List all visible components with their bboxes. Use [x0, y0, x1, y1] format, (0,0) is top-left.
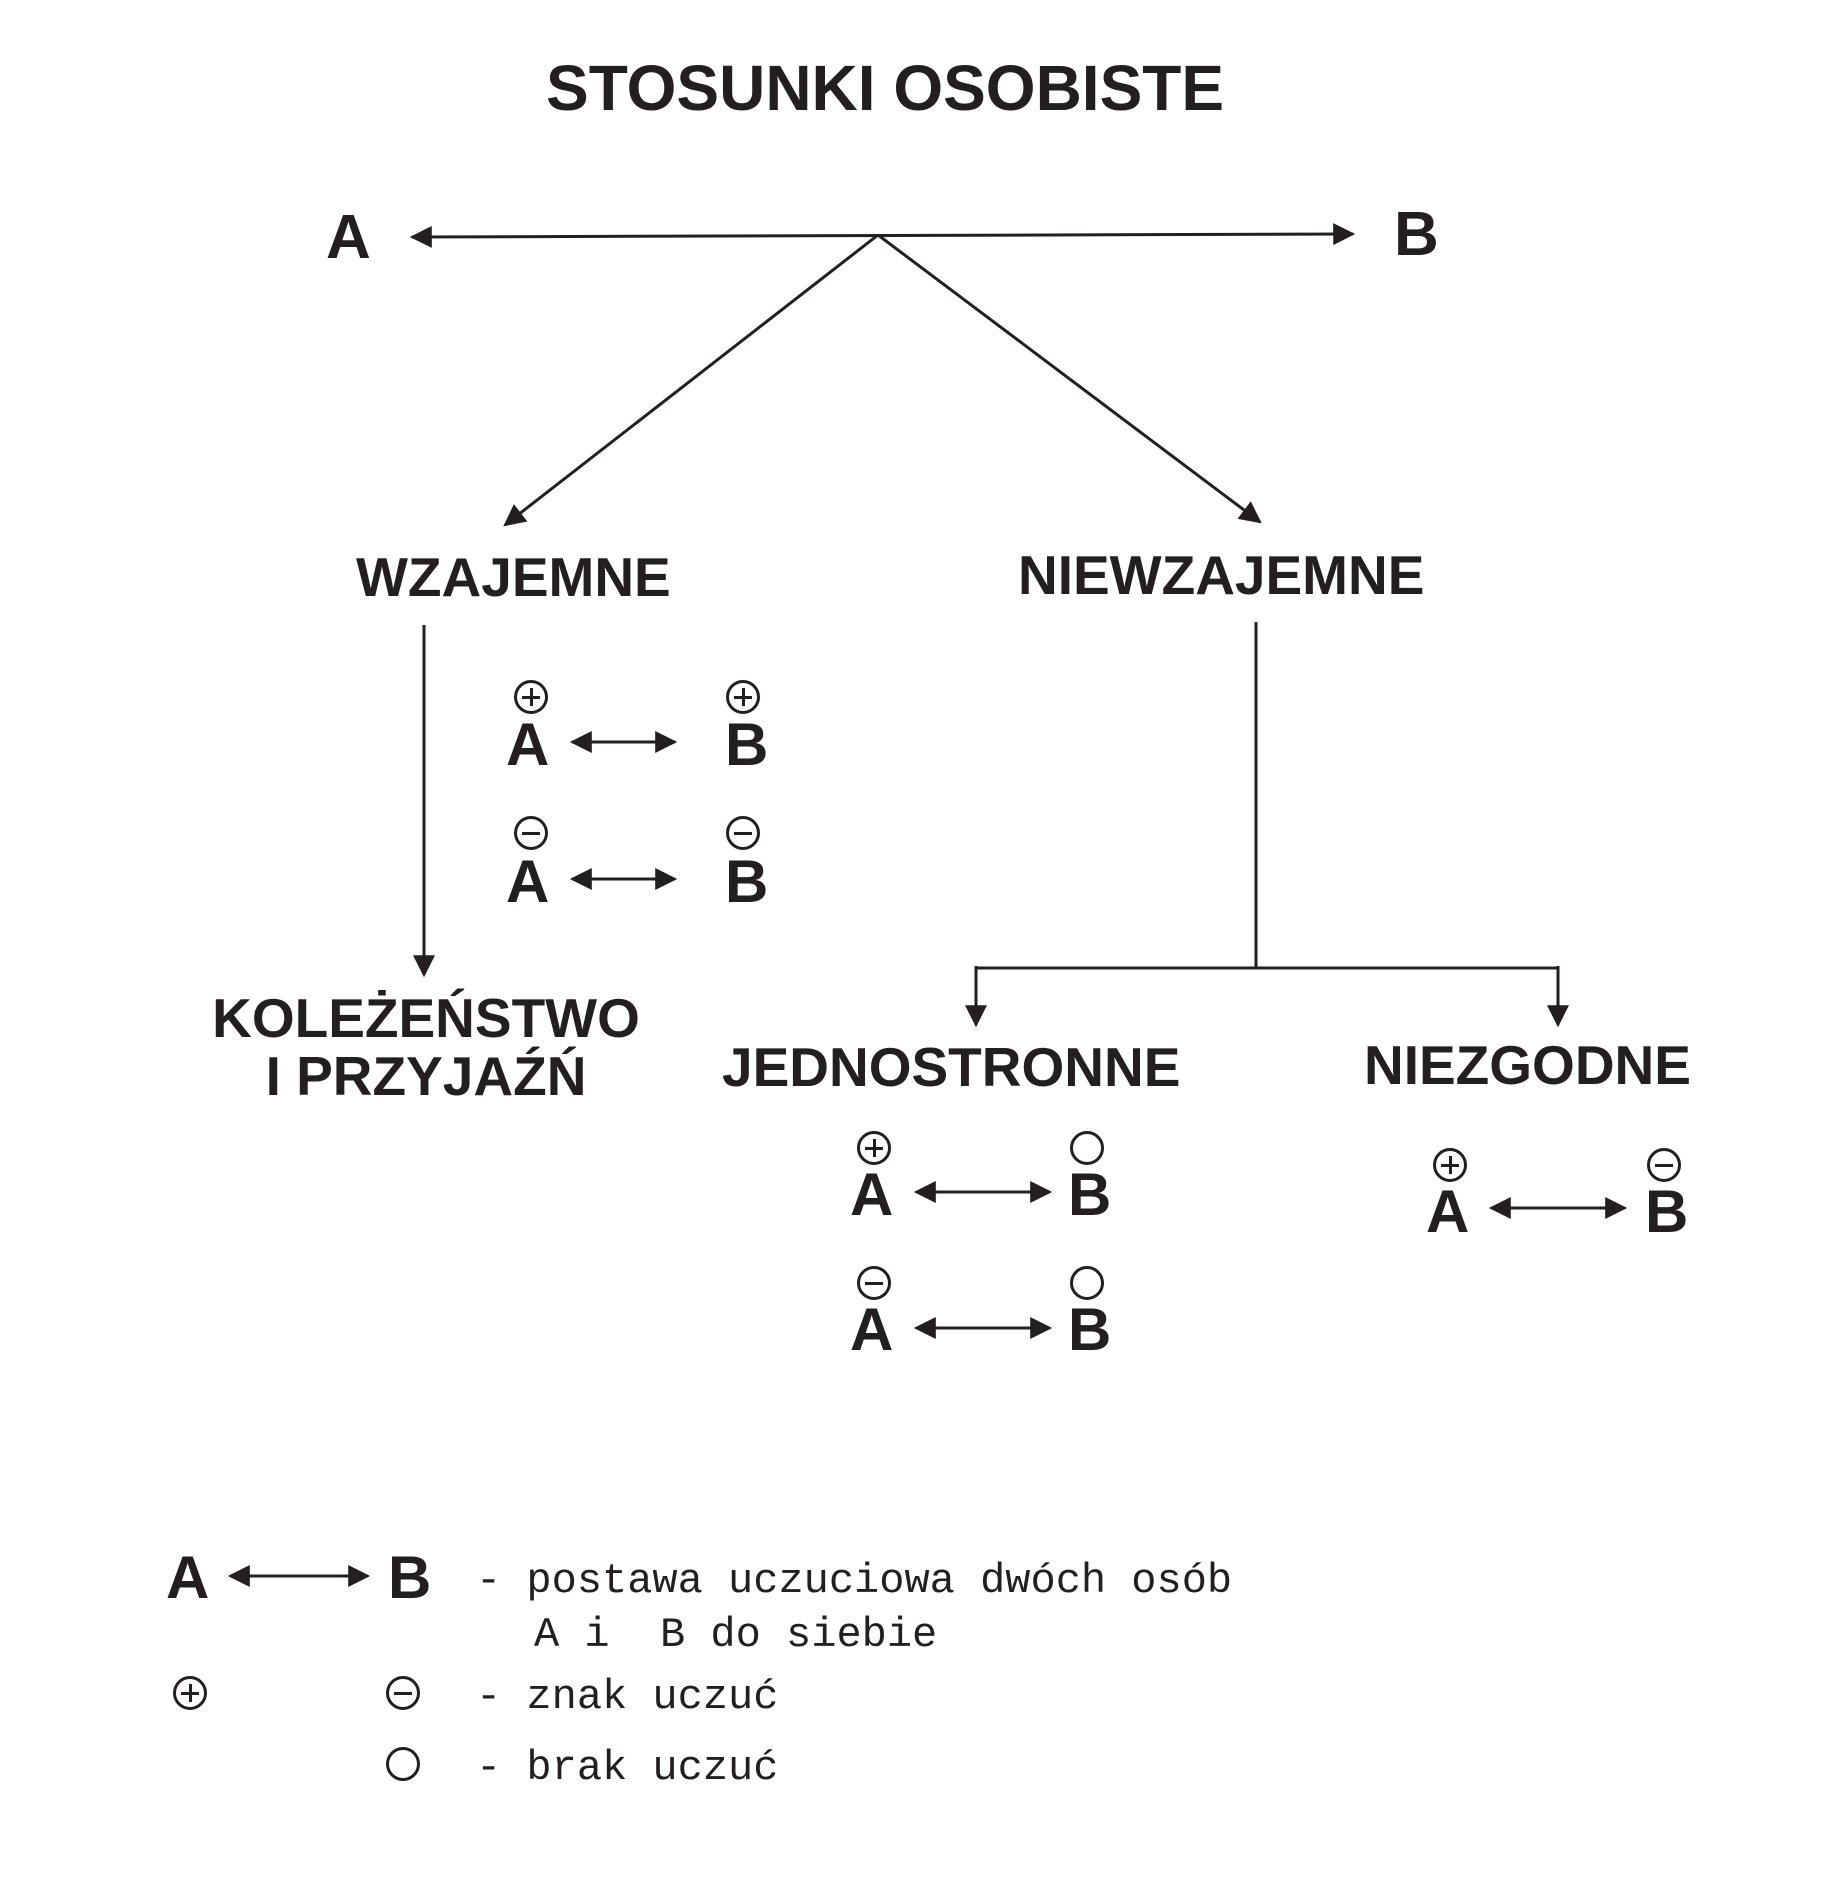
pair-node-a: A: [850, 1296, 894, 1363]
pair-node-a: A: [506, 711, 550, 778]
discordant-label: NIEZGODNE: [1364, 1034, 1691, 1096]
pair-node-a: A: [506, 848, 550, 915]
pair-node-a: A: [1426, 1178, 1470, 1245]
minus-sign-icon: [726, 816, 760, 850]
branch-arrow-mutual: [505, 235, 878, 525]
friendship-line-1: KOLEŻEŃSTWO: [212, 987, 640, 1049]
minus-sign-icon: [1647, 1148, 1681, 1182]
mutual-label: WZAJEMNE: [356, 546, 671, 608]
legend-node-b: B: [388, 1544, 432, 1611]
legend-node-a: A: [166, 1544, 210, 1611]
pair-node-b: B: [1068, 1161, 1112, 1228]
plus-sign-icon: [514, 680, 548, 714]
pair-node-b: B: [725, 848, 769, 915]
friendship-label: [186, 987, 666, 1107]
minus-sign-icon: [857, 1266, 891, 1300]
non-mutual-label: NIEWZAJEMNE: [1018, 544, 1425, 606]
empty-sign-icon: [1070, 1131, 1104, 1165]
top-node-a: A: [326, 203, 371, 272]
branch-arrow-non-mutual: [878, 235, 1260, 522]
pair-node-b: B: [1645, 1178, 1689, 1245]
empty-sign-icon: [386, 1747, 420, 1781]
diagram-title: STOSUNKI OSOBISTE: [546, 52, 1225, 124]
plus-sign-icon: [857, 1131, 891, 1165]
pair-node-b: B: [725, 711, 769, 778]
empty-sign-icon: [1070, 1266, 1104, 1300]
plus-sign-icon: [1433, 1148, 1467, 1182]
one-sided-label: JEDNOSTRONNE: [722, 1036, 1181, 1098]
pair-node-a: A: [850, 1161, 894, 1228]
legend-none-text: - brak uczuć: [476, 1744, 779, 1792]
legend-sign-text: - znak uczuć: [476, 1673, 779, 1721]
plus-sign-icon: [173, 1676, 207, 1710]
top-node-b: B: [1394, 200, 1439, 269]
legend-relation-line-1: - postawa uczuciowa dwóch osób: [476, 1557, 1233, 1605]
minus-sign-icon: [386, 1676, 420, 1710]
legend-relation-line-2: A i B do siebie: [534, 1611, 938, 1659]
pair-node-b: B: [1068, 1296, 1112, 1363]
plus-sign-icon: [726, 680, 760, 714]
minus-sign-icon: [514, 816, 548, 850]
friendship-line-2: I PRZYJAŹŃ: [265, 1044, 587, 1107]
